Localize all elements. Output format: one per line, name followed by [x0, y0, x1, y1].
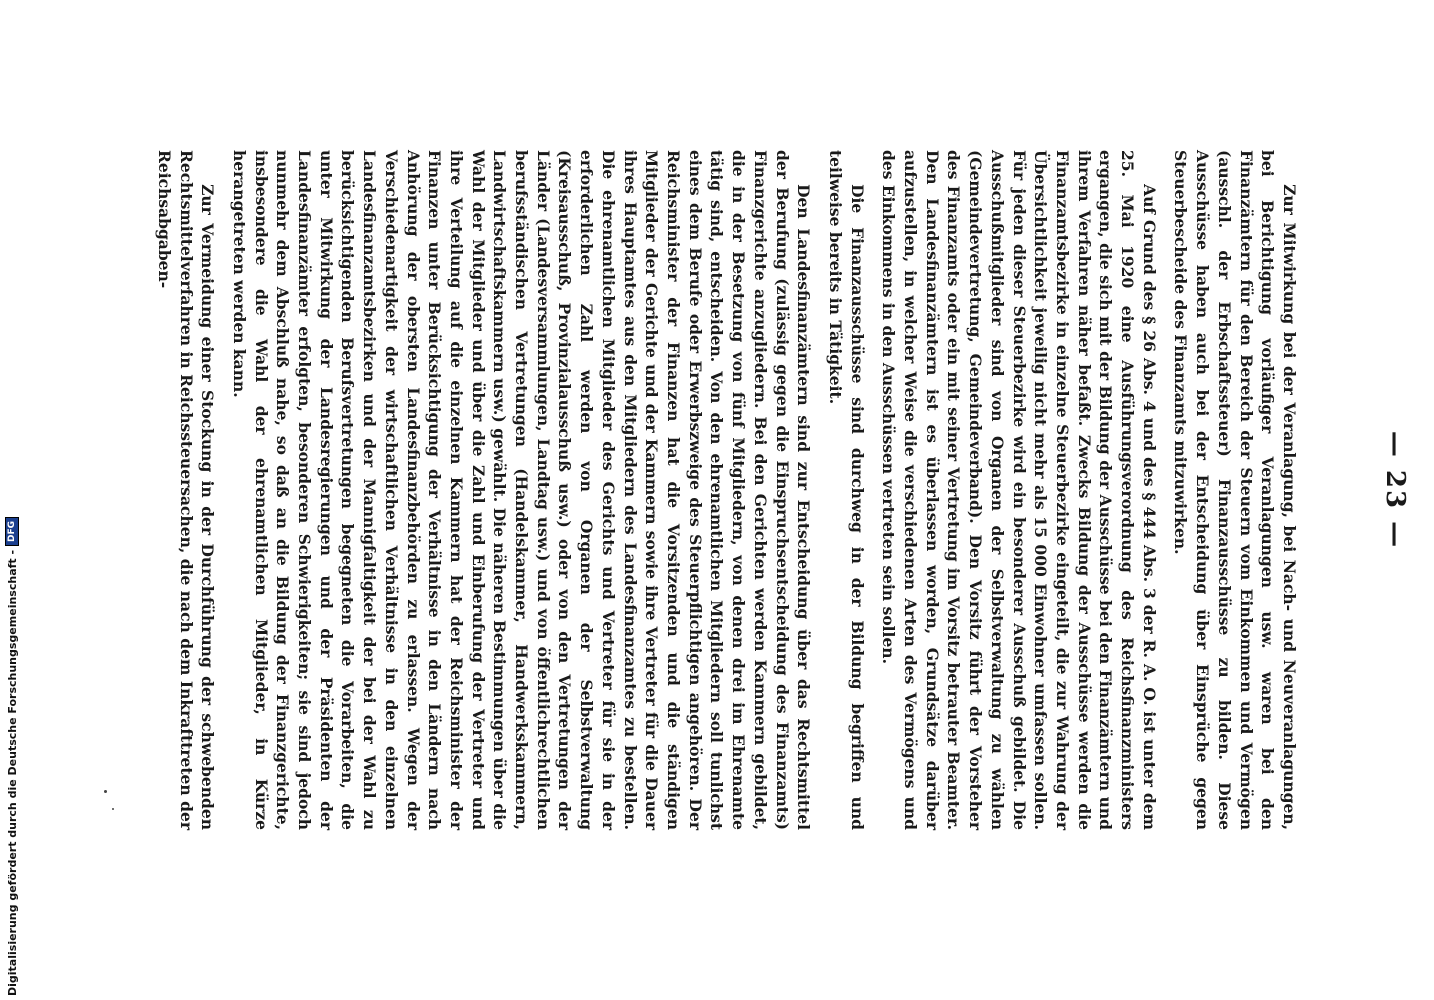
footer-text: Digitalisierung gefördert durch die Deutsche Forschungsgemeinschaft -: [5, 549, 19, 996]
paragraph: Die Finanzausschüsse sind durchweg in der Bildung begriffen und teilweise bereits in Tätigkeit.: [825, 150, 867, 830]
body-text: [143, 150, 1300, 830]
paragraph: Zur Vermeidung einer Stockung in der Durchführung der schwebenden Rechtsmittelverfahren in Reichssteuersachen, die nach dem Inkrafttreten der Reichsabgaben-: [154, 150, 218, 830]
dfg-logo: DFG: [5, 517, 19, 546]
paragraph: Auf Grund des § 26 Abs. 4 und des § 444 Abs. 3 der R. A. O. ist unter dem 25. Mai 1920 eine Ausführungsverordnung des Reichsfinanzministers ergangen, die sich mit der Bildung der Ausschüsse bei den Finanzämtern und ihrem Verfahren näher befaßt. Zwecks Bildung der Ausschüsse werden die Finanzamtsbezirke in einzelne Steuerbezirke eingeteilt, die zur Wahrung der Übersichtlichkeit jeweilig nicht mehr als 15 000 Einwohner umfassen sollen. Für jeden dieser Steuerbezirke wird ein besonderer Ausschuß gebildet. Die Ausschußmitglieder sind von Organen der Selbstverwaltung zu wählen (Gemeindevertretung, Gemeindeverband). Den Vorsitz führt der Vorsteher des Finanzamts oder ein mit seiner Vertretung im Vorsitz betrauter Beamter. Den Landesfinanzämtern ist es überlassen worden, Grundsätze darüber aufzustellen, in welcher Weise die verschiedenen Arten des Vermögens und des Einkommens in den Ausschüssen vertreten sein sollen.: [879, 150, 1159, 830]
rotated-page: [154, 150, 1410, 830]
paragraph: Den Landesfinanzämtern sind zur Entscheidung über das Rechtsmittel der Berufung (zulässig gegen die Einspruchsentscheidung des Finanzamts) Finanzgerichte anzugliedern. Bei den Gerichten werden Kammern gebildet, die in der Besetzung von fünf Mitgliedern, von denen drei im Ehrenamte tätig sind, entscheiden. Von den ehrenamtlichen Mitgliedern soll tunlichst eines dem Berufe oder Erwerbszweige des Steuerpflichtigen angehören. Der Reichsminister der Finanzen hat die Vorsitzenden und die ständigen Mitglieder der Gerichte und der Kammern sowie ihre Vertreter für die Dauer ihres Hauptamtes aus den Mitgliedern des Landesfinanzamtes zu bestellen. Die ehrenamtlichen Mitglieder des Gerichts und Vertreter für sie in der erforderlichen Zahl werden von Organen der Selbstverwaltung (Kreisausschuß, Provinzialausschuß usw.) oder von den Vertretungen der Länder (Landesversammlungen, Landtag usw.) und von öffentlichrechtlichen berufsständischen Vertretungen (Handelskammer, Handwerkskammern, Landwirtschaftskammern usw.) gewählt. Die näheren Bestimmungen über die Wahl der Mitglieder und über die Zahl und Einberufung der Vertreter und ihre Verteilung auf die einzelnen Kammern hat der Reichsminister der Finanzen unter Berücksichtigung der Verhältnisse in den Ländern nach Anhörung der obersten Landesfinanzbehörden zu erlassen. Wegen der Verschiedenartigkeit der wirtschaftlichen Verhältnisse in den einzelnen Landesfinanzamtsbezirken und der Mannigfaltigkeit der bei der Wahl zu berücksichtigenden Berufsvertretungen begegneten die Vorarbeiten, die unter Mitwirkung der Landesregierungen und der Präsidenten der Landesfinanzämter erfolgten, besonderen Schwierigkeiten; sie sind jedoch nunmehr dem Abschluß nahe, so daß an die Bildung der Finanzgerichte, insbesondere die Wahl der ehrenamtlichen Mitglieder, in Kürze herangetreten werden kann.: [229, 150, 814, 830]
digitization-footer: [2, 520, 22, 996]
page-number: — 23 —: [1380, 430, 1410, 550]
scan-speck: [104, 790, 107, 793]
paragraph: Zur Mitwirkung bei der Veranlagung, bei Nach- und Neuveranlagungen, bei Berichtigung vorläufiger Veranlagungen usw. waren bei den Finanzämtern für den Bereich der Steuern vom Einkommen und Vermögen (ausschl. der Erbschaftssteuer) Finanzausschüsse zu bilden. Diese Ausschüsse haben auch bei der Entscheidung über Einsprüche gegen Steuerbescheide des Finanzamts mitzuwirken.: [1171, 150, 1299, 830]
page-content: [154, 150, 1410, 830]
scan-speck: [112, 808, 114, 810]
